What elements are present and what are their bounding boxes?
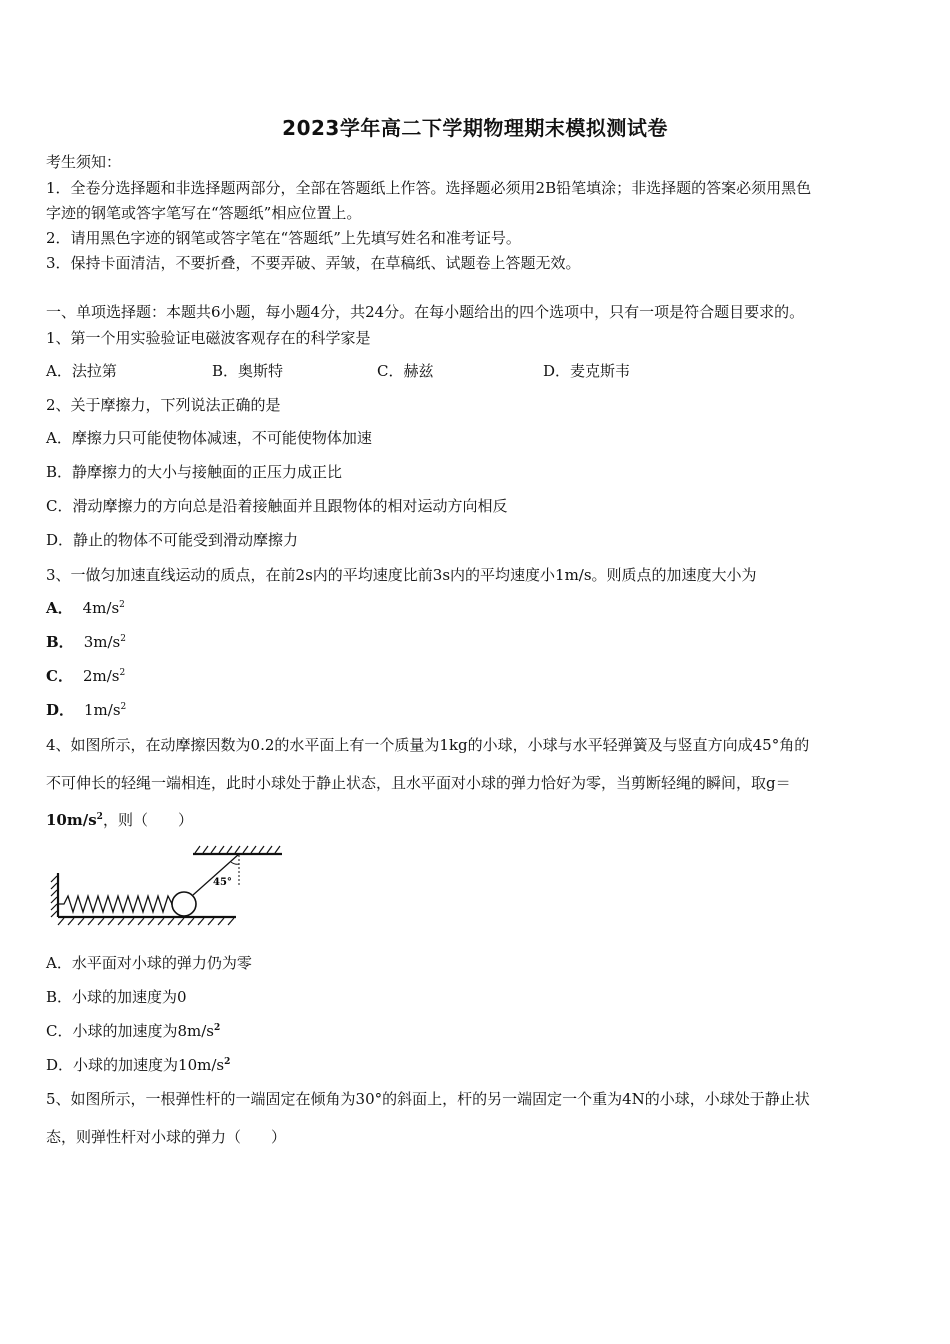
q5-stem-line-1: 5、如图所示，一根弹性杆的一端固定在倾角为30°的斜面上，杆的另一端固定一个重为4N的小球，小球处于静止状 bbox=[46, 1090, 810, 1108]
q2-option-d: D．静止的物体不可能受到滑动摩擦力 bbox=[46, 531, 299, 549]
q4-option-d: D．小球的加速度为$10m/s^2$ bbox=[46, 1056, 231, 1074]
q3-stem: 3、一做匀加速直线运动的质点，在前2s内的平均速度比前3s内的平均速度小1m/s。则质点的加速度大小为 bbox=[46, 566, 757, 584]
q4-stem-line-3: $10m/s^2$，则（ ） bbox=[46, 811, 193, 829]
q1-option-c: C．赫兹 bbox=[377, 362, 434, 380]
notice-item-1: 1．全卷分选择题和非选择题两部分，全部在答题纸上作答。选择题必须用2B铅笔填涂；非选择题的答案必须用黑色 bbox=[46, 179, 812, 197]
page-title: 2023学年高二下学期物理期末模拟测试卷 bbox=[282, 116, 668, 140]
angle-label: 45° bbox=[213, 877, 232, 888]
q2-option-b: B．静摩擦力的大小与接触面的正压力成正比 bbox=[46, 463, 343, 481]
q3-option-a: A． $4m/s^2$ bbox=[46, 599, 125, 617]
floor-hatch bbox=[58, 918, 234, 925]
q4-option-c: C．小球的加速度为$8m/s^2$ bbox=[46, 1022, 221, 1040]
q4-figure-spring-ball bbox=[50, 843, 286, 927]
ball bbox=[172, 892, 196, 916]
q1-option-d: D．麦克斯韦 bbox=[543, 362, 631, 380]
q4-option-a: A．水平面对小球的弹力仍为零 bbox=[46, 954, 252, 972]
rope bbox=[193, 854, 239, 895]
wall-hatch bbox=[51, 876, 57, 917]
q1-options bbox=[46, 360, 904, 380]
q2-option-a: A．摩擦力只可能使物体减速，不可能使物体加速 bbox=[46, 429, 372, 447]
ceiling-hatch bbox=[195, 846, 280, 853]
q5-stem-line-2: 态，则弹性杆对小球的弹力（ ） bbox=[46, 1128, 287, 1146]
notice-item-1-cont: 字迹的钢笔或答字笔写在“答题纸”相应位置上。 bbox=[46, 204, 362, 222]
q3-option-b: B． $3m/s^2$ bbox=[46, 633, 126, 651]
q2-option-c: C．滑动摩擦力的方向总是沿着接触面并且跟物体的相对运动方向相反 bbox=[46, 497, 508, 515]
q1-stem: 1、第一个用实验验证电磁波客观存在的科学家是 bbox=[46, 329, 371, 347]
q3-option-c: C． $2m/s^2$ bbox=[46, 667, 126, 685]
angle-arc bbox=[231, 862, 239, 864]
q1-option-a: A．法拉第 bbox=[46, 362, 117, 380]
q4-option-b: B．小球的加速度为0 bbox=[46, 988, 187, 1006]
notice-heading: 考生须知： bbox=[46, 153, 122, 171]
q1-option-b: B．奥斯特 bbox=[212, 362, 284, 380]
spring bbox=[58, 896, 172, 912]
notice-item-2: 2．请用黑色字迹的钢笔或答字笔在“答题纸”上先填写姓名和准考证号。 bbox=[46, 229, 521, 247]
q4-stem-line-1: 4、如图所示，在动摩擦因数为0.2的水平面上有一个质量为1kg的小球，小球与水平轻弹簧及与竖直方向成45°角的 bbox=[46, 736, 810, 754]
q2-stem: 2、关于摩擦力，下列说法正确的是 bbox=[46, 396, 281, 414]
q3-option-d: D． $1m/s^2$ bbox=[46, 701, 127, 719]
notice-item-3: 3．保持卡面清洁，不要折叠，不要弄破、弄皱，在草稿纸、试题卷上答题无效。 bbox=[46, 254, 581, 272]
q4-stem-line-2: 不可伸长的轻绳一端相连，此时小球处于静止状态，且水平面对小球的弹力恰好为零，当剪断轻绳的瞬间，取g＝ bbox=[46, 774, 791, 792]
section-heading: 一、单项选择题：本题共6小题，每小题4分，共24分。在每小题给出的四个选项中，只有一项是符合题目要求的。 bbox=[46, 303, 805, 321]
